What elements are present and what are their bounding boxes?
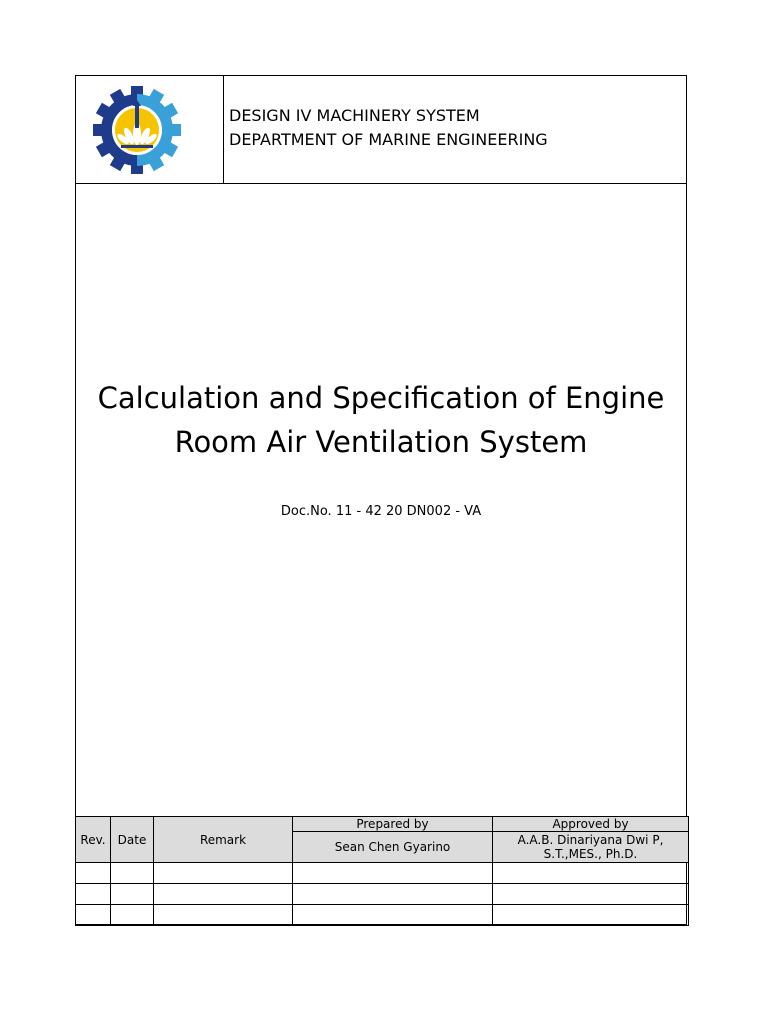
approved-by-name-line-2: S.T.,MES., Ph.D. xyxy=(543,847,638,861)
institution-logo xyxy=(91,84,183,176)
revision-table xyxy=(75,816,689,926)
date-header: Date xyxy=(111,817,154,863)
table-row xyxy=(76,884,689,905)
logo-cell xyxy=(76,76,224,183)
approved-by-header: Approved by xyxy=(493,817,689,832)
course-title: DESIGN IV MACHINERY SYSTEM xyxy=(229,106,480,125)
document-frame xyxy=(75,75,687,925)
prepared-by-name: Sean Chen Gyarino xyxy=(293,832,493,863)
document-header xyxy=(76,76,686,184)
header-text xyxy=(229,104,548,152)
document-number: Doc.No. 11 - 42 20 DN002 - VA xyxy=(280,504,482,519)
prepared-by-header: Prepared by xyxy=(293,817,493,832)
revision-header-row xyxy=(76,817,689,832)
document-title xyxy=(76,376,686,464)
title-line-1: Calculation and Specification of Engine xyxy=(97,381,665,415)
title-line-2: Room Air Ventilation System xyxy=(174,425,588,459)
approved-by-name-line-1: A.A.B. Dinariyana Dwi P, xyxy=(517,833,664,847)
table-row xyxy=(76,905,689,926)
department-name: DEPARTMENT OF MARINE ENGINEERING xyxy=(229,130,548,149)
table-row xyxy=(76,863,689,884)
approved-by-name xyxy=(493,832,689,863)
remark-header: Remark xyxy=(154,817,293,863)
rev-header: Rev. xyxy=(76,817,111,863)
